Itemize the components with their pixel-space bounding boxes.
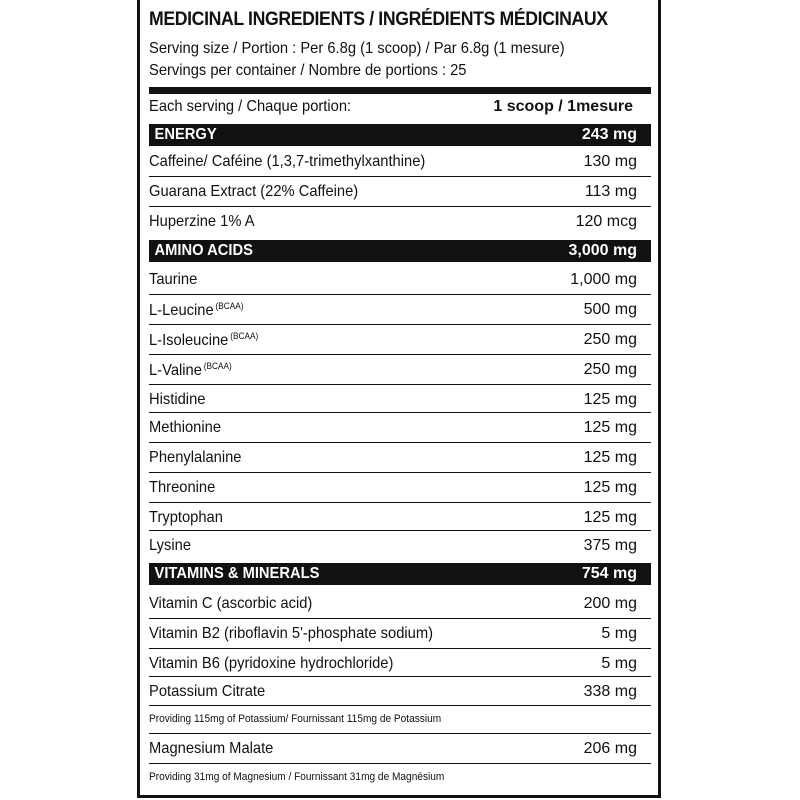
row-divider: [149, 442, 651, 443]
row-divider: [149, 502, 651, 503]
ingredient-name: [149, 625, 482, 643]
row-divider: [149, 294, 651, 295]
ingredient-name-text: Methionine: [149, 419, 222, 436]
ingredient-name: [149, 655, 482, 673]
ingredient-amount: 500 mg: [583, 301, 637, 318]
ingredient-amount: 250 mg: [583, 361, 637, 378]
ingredient-row: [149, 474, 651, 502]
ingredient-name: [149, 419, 482, 437]
section-amount: 243 mg: [581, 126, 637, 143]
ingredient-row: [149, 532, 651, 560]
panel-title: MEDICINAL INGREDIENTS / INGRÉDIENTS MÉDICINAUX: [149, 9, 608, 30]
row-divider: [149, 648, 651, 649]
ingredient-name: [149, 213, 482, 231]
ingredient-name: [149, 479, 482, 497]
ingredient-row: [149, 414, 651, 442]
ingredient-amount: 250 mg: [583, 331, 637, 348]
ingredient-name: [149, 391, 482, 409]
ingredient-name-text: Lysine: [149, 537, 192, 554]
ingredient-name-text: Histidine: [149, 391, 206, 408]
ingredient-name: [149, 449, 482, 467]
ingredient-amount: 125 mg: [583, 479, 637, 496]
section-name: ENERGY: [154, 126, 217, 143]
row-divider: [149, 530, 651, 531]
ingredient-name: [149, 683, 482, 701]
ingredient-name-text: L-Valine: [149, 361, 202, 379]
section-name: VITAMINS & MINERALS: [154, 565, 320, 582]
row-divider: [149, 384, 651, 385]
ingredient-row: [149, 266, 651, 294]
ingredient-row: [149, 650, 651, 678]
section-header-energy: [149, 124, 651, 146]
ingredient-superscript: (BCAA): [203, 360, 232, 371]
row-divider: [149, 206, 651, 207]
ingredient-name-text: Threonine: [149, 479, 216, 496]
ingredient-amount: 5 mg: [601, 655, 637, 672]
section-header-amino-acids: [149, 240, 651, 262]
ingredient-name-text: L-Leucine: [149, 301, 214, 319]
ingredient-amount: 125 mg: [583, 419, 637, 436]
ingredient-row: [149, 590, 651, 618]
ingredient-name-text: Vitamin B6 (pyridoxine hydrochloride): [149, 655, 394, 672]
row-divider: [149, 472, 651, 473]
row-divider: [149, 705, 651, 706]
row-divider: [149, 676, 651, 677]
section-amount: 754 mg: [581, 565, 637, 582]
ingredient-row: [149, 326, 651, 354]
ingredient-amount: 206 mg: [583, 740, 637, 757]
ingredient-amount: 125 mg: [583, 449, 637, 466]
row-divider: [149, 618, 651, 619]
each-serving-row: [149, 95, 651, 119]
ingredient-name-text: Vitamin B2 (riboflavin 5'-phosphate sodium): [149, 625, 434, 642]
ingredient-row: [149, 620, 651, 648]
ingredient-row: [149, 386, 651, 414]
ingredient-name-text: Huperzine 1% A: [149, 213, 255, 230]
ingredient-amount: 125 mg: [583, 391, 637, 408]
section-header-vitamins-minerals: [149, 563, 651, 585]
ingredient-row: [149, 678, 651, 706]
serving-size: Serving size / Portion : Per 6.8g (1 scoop) / Par 6.8g (1 mesure): [149, 40, 565, 57]
ingredient-name-text: Magnesium Malate: [149, 740, 274, 757]
ingredient-note: Providing 115mg of Potassium/ Fournissant 115mg de Potassium: [149, 713, 442, 725]
ingredient-name: [149, 183, 482, 201]
ingredient-row: [149, 148, 651, 176]
row-divider: [149, 763, 651, 764]
ingredient-superscript: (BCAA): [215, 300, 244, 311]
ingredient-name-text: Potassium Citrate: [149, 683, 266, 700]
section-amount: 3,000 mg: [568, 242, 637, 259]
row-divider: [149, 733, 651, 734]
ingredient-name: [149, 153, 482, 171]
ingredient-amount: 338 mg: [583, 683, 637, 700]
ingredient-row: [149, 504, 651, 532]
ingredient-amount: 200 mg: [583, 595, 637, 612]
ingredient-name: [149, 509, 482, 527]
ingredient-note: Providing 31mg of Magnesium / Fournissant 31mg de Magnésium: [149, 771, 445, 783]
row-divider: [149, 412, 651, 413]
ingredient-amount: 113 mg: [584, 183, 637, 200]
ingredient-name-text: Taurine: [149, 271, 198, 288]
ingredient-name: [149, 331, 482, 350]
each-serving-label: Each serving / Chaque portion:: [149, 98, 352, 115]
ingredient-name-text: Phenylalanine: [149, 449, 242, 466]
ingredient-name-text: Guarana Extract (22% Caffeine): [149, 183, 359, 200]
ingredient-row: [149, 444, 651, 472]
header-divider: [149, 87, 651, 94]
ingredient-amount: 125 mg: [583, 509, 637, 526]
ingredient-name: [149, 740, 482, 758]
ingredient-row: [149, 735, 651, 763]
ingredient-name-text: L-Isoleucine: [149, 331, 229, 349]
ingredient-row: [149, 296, 651, 324]
ingredient-amount: 375 mg: [583, 537, 637, 554]
ingredient-superscript: (BCAA): [230, 330, 259, 341]
ingredient-name-text: Tryptophan: [149, 509, 223, 526]
row-divider: [149, 176, 651, 177]
each-serving-value: 1 scoop / 1mesure: [493, 98, 633, 115]
ingredient-row: [149, 356, 651, 384]
ingredient-name: [149, 271, 482, 289]
ingredient-row: [149, 178, 651, 206]
ingredient-name-text: Vitamin C (ascorbic acid): [149, 595, 313, 612]
ingredient-amount: 130 mg: [583, 153, 637, 170]
ingredient-name-text: Caffeine/ Caféine (1,3,7-trimethylxanthine): [149, 153, 426, 170]
section-name: AMINO ACIDS: [154, 242, 253, 259]
row-divider: [149, 324, 651, 325]
ingredient-name: [149, 537, 482, 555]
ingredient-name: [149, 301, 482, 320]
ingredient-amount: 1,000 mg: [570, 271, 637, 288]
ingredients-panel: [137, 0, 661, 798]
row-divider: [149, 354, 651, 355]
ingredient-amount: 120 mcg: [575, 213, 637, 230]
ingredient-name: [149, 595, 482, 613]
ingredient-row: [149, 208, 651, 236]
ingredient-name: [149, 361, 482, 380]
servings-per-container: Servings per container / Nombre de portions : 25: [149, 62, 467, 79]
ingredient-amount: 5 mg: [601, 625, 637, 642]
